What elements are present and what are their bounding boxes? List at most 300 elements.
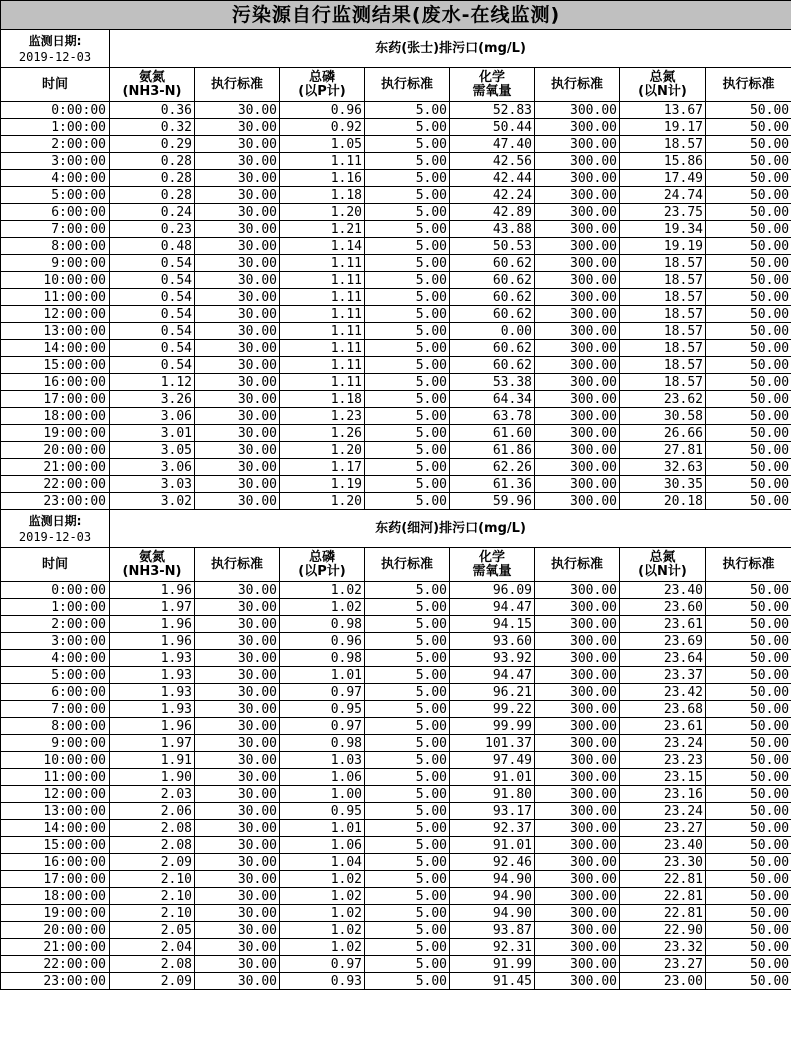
table-row — [1, 221, 792, 238]
value-cell: 50.00 — [706, 323, 792, 340]
table-row — [1, 306, 792, 323]
value-cell: 50.00 — [706, 939, 792, 956]
value-cell: 30.00 — [195, 922, 280, 939]
value-cell: 50.00 — [706, 153, 792, 170]
time-cell: 2:00:00 — [1, 616, 110, 633]
value-cell: 50.00 — [706, 633, 792, 650]
value-cell: 43.88 — [450, 221, 535, 238]
value-cell: 5.00 — [365, 718, 450, 735]
value-cell: 1.01 — [280, 820, 365, 837]
value-cell: 300.00 — [535, 476, 620, 493]
time-cell: 19:00:00 — [1, 905, 110, 922]
value-cell: 50.00 — [706, 922, 792, 939]
value-cell: 30.00 — [195, 650, 280, 667]
value-cell: 300.00 — [535, 820, 620, 837]
section-header-row — [1, 510, 792, 548]
value-cell: 50.00 — [706, 650, 792, 667]
value-cell: 1.90 — [110, 769, 195, 786]
value-cell: 300.00 — [535, 582, 620, 599]
column-header-line1: 执行标准 — [210, 556, 263, 572]
table-row — [1, 442, 792, 459]
column-header-line2: (NH3-N) — [122, 83, 182, 99]
value-cell: 50.00 — [706, 136, 792, 153]
value-cell: 5.00 — [365, 204, 450, 221]
value-cell: 5.00 — [365, 102, 450, 119]
value-cell: 24.74 — [620, 187, 706, 204]
value-cell: 300.00 — [535, 939, 620, 956]
value-cell: 50.00 — [706, 391, 792, 408]
value-cell: 5.00 — [365, 476, 450, 493]
value-cell: 5.00 — [365, 119, 450, 136]
value-cell: 18.57 — [620, 306, 706, 323]
time-cell: 14:00:00 — [1, 820, 110, 837]
value-cell: 60.62 — [450, 272, 535, 289]
value-cell: 50.00 — [706, 187, 792, 204]
column-header-line2: (以N计) — [638, 83, 687, 99]
value-cell: 300.00 — [535, 493, 620, 510]
value-cell: 1.03 — [280, 752, 365, 769]
value-cell: 0.96 — [280, 102, 365, 119]
value-cell: 94.90 — [450, 888, 535, 905]
value-cell: 5.00 — [365, 255, 450, 272]
table-row — [1, 272, 792, 289]
column-header — [535, 548, 620, 582]
value-cell: 50.53 — [450, 238, 535, 255]
value-cell: 50.00 — [706, 204, 792, 221]
value-cell: 30.00 — [195, 701, 280, 718]
column-header — [365, 548, 450, 582]
value-cell: 1.14 — [280, 238, 365, 255]
time-cell: 6:00:00 — [1, 684, 110, 701]
value-cell: 18.57 — [620, 374, 706, 391]
value-cell: 18.57 — [620, 255, 706, 272]
value-cell: 30.00 — [195, 187, 280, 204]
value-cell: 5.00 — [365, 735, 450, 752]
value-cell: 5.00 — [365, 408, 450, 425]
value-cell: 18.57 — [620, 289, 706, 306]
time-cell: 9:00:00 — [1, 735, 110, 752]
time-cell: 7:00:00 — [1, 701, 110, 718]
value-cell: 1.21 — [280, 221, 365, 238]
value-cell: 1.05 — [280, 136, 365, 153]
time-cell: 4:00:00 — [1, 650, 110, 667]
value-cell: 64.34 — [450, 391, 535, 408]
time-cell: 1:00:00 — [1, 119, 110, 136]
value-cell: 94.47 — [450, 599, 535, 616]
value-cell: 61.36 — [450, 476, 535, 493]
value-cell: 5.00 — [365, 888, 450, 905]
value-cell: 0.54 — [110, 255, 195, 272]
table-row — [1, 905, 792, 922]
value-cell: 30.00 — [195, 599, 280, 616]
value-cell: 300.00 — [535, 735, 620, 752]
value-cell: 91.01 — [450, 837, 535, 854]
table-row — [1, 238, 792, 255]
value-cell: 23.00 — [620, 973, 706, 990]
value-cell: 30.00 — [195, 582, 280, 599]
value-cell: 1.11 — [280, 153, 365, 170]
time-cell: 8:00:00 — [1, 238, 110, 255]
column-header-line1: 执行标准 — [550, 76, 603, 92]
value-cell: 5.00 — [365, 153, 450, 170]
table-row — [1, 701, 792, 718]
value-cell: 91.01 — [450, 769, 535, 786]
value-cell: 91.45 — [450, 973, 535, 990]
time-cell: 12:00:00 — [1, 306, 110, 323]
value-cell: 18.57 — [620, 272, 706, 289]
time-cell: 19:00:00 — [1, 425, 110, 442]
table-row — [1, 599, 792, 616]
value-cell: 300.00 — [535, 956, 620, 973]
value-cell: 62.26 — [450, 459, 535, 476]
value-cell: 2.08 — [110, 820, 195, 837]
value-cell: 5.00 — [365, 633, 450, 650]
value-cell: 5.00 — [365, 289, 450, 306]
column-header-line2: 需氧量 — [472, 563, 512, 579]
value-cell: 23.75 — [620, 204, 706, 221]
monitoring-date-cell — [1, 30, 110, 68]
value-cell: 1.97 — [110, 599, 195, 616]
value-cell: 50.00 — [706, 582, 792, 599]
table-row — [1, 476, 792, 493]
title-row — [1, 1, 792, 30]
value-cell: 18.57 — [620, 340, 706, 357]
value-cell: 30.00 — [195, 119, 280, 136]
value-cell: 1.02 — [280, 599, 365, 616]
table-row — [1, 289, 792, 306]
value-cell: 60.62 — [450, 340, 535, 357]
time-cell: 8:00:00 — [1, 718, 110, 735]
value-cell: 5.00 — [365, 323, 450, 340]
value-cell: 13.67 — [620, 102, 706, 119]
time-cell: 18:00:00 — [1, 408, 110, 425]
value-cell: 5.00 — [365, 616, 450, 633]
time-cell: 21:00:00 — [1, 459, 110, 476]
sheet-title: 污染源自行监测结果(废水-在线监测) — [1, 1, 792, 30]
value-cell: 5.00 — [365, 803, 450, 820]
value-cell: 1.19 — [280, 476, 365, 493]
value-cell: 5.00 — [365, 582, 450, 599]
value-cell: 1.16 — [280, 170, 365, 187]
time-cell: 3:00:00 — [1, 633, 110, 650]
value-cell: 0.54 — [110, 340, 195, 357]
value-cell: 30.00 — [195, 102, 280, 119]
value-cell: 3.03 — [110, 476, 195, 493]
value-cell: 23.69 — [620, 633, 706, 650]
value-cell: 300.00 — [535, 701, 620, 718]
time-cell: 9:00:00 — [1, 255, 110, 272]
value-cell: 30.00 — [195, 956, 280, 973]
time-cell: 4:00:00 — [1, 170, 110, 187]
time-cell: 0:00:00 — [1, 102, 110, 119]
value-cell: 1.02 — [280, 905, 365, 922]
table-row — [1, 170, 792, 187]
value-cell: 1.97 — [110, 735, 195, 752]
column-header-line1: 总磷 — [308, 69, 335, 85]
table-row — [1, 323, 792, 340]
time-cell: 20:00:00 — [1, 922, 110, 939]
value-cell: 30.00 — [195, 820, 280, 837]
value-cell: 23.27 — [620, 956, 706, 973]
value-cell: 1.91 — [110, 752, 195, 769]
value-cell: 1.04 — [280, 854, 365, 871]
value-cell: 61.60 — [450, 425, 535, 442]
time-cell: 11:00:00 — [1, 289, 110, 306]
value-cell: 94.15 — [450, 616, 535, 633]
value-cell: 50.00 — [706, 701, 792, 718]
value-cell: 96.09 — [450, 582, 535, 599]
table-row — [1, 340, 792, 357]
time-cell: 13:00:00 — [1, 323, 110, 340]
table-row — [1, 102, 792, 119]
table-row — [1, 871, 792, 888]
value-cell: 0.98 — [280, 616, 365, 633]
value-cell: 23.30 — [620, 854, 706, 871]
value-cell: 0.48 — [110, 238, 195, 255]
value-cell: 1.00 — [280, 786, 365, 803]
table-row — [1, 153, 792, 170]
value-cell: 93.87 — [450, 922, 535, 939]
value-cell: 42.56 — [450, 153, 535, 170]
value-cell: 30.00 — [195, 684, 280, 701]
value-cell: 30.00 — [195, 616, 280, 633]
value-cell: 30.00 — [195, 476, 280, 493]
value-cell: 5.00 — [365, 306, 450, 323]
value-cell: 5.00 — [365, 599, 450, 616]
value-cell: 92.46 — [450, 854, 535, 871]
value-cell: 30.00 — [195, 837, 280, 854]
value-cell: 50.00 — [706, 221, 792, 238]
value-cell: 1.11 — [280, 272, 365, 289]
time-cell: 11:00:00 — [1, 769, 110, 786]
time-cell: 20:00:00 — [1, 442, 110, 459]
value-cell: 22.81 — [620, 871, 706, 888]
table-row — [1, 204, 792, 221]
value-cell: 30.00 — [195, 803, 280, 820]
value-cell: 94.90 — [450, 871, 535, 888]
value-cell: 91.80 — [450, 786, 535, 803]
value-cell: 300.00 — [535, 408, 620, 425]
value-cell: 50.00 — [706, 769, 792, 786]
column-header — [450, 548, 535, 582]
value-cell: 63.78 — [450, 408, 535, 425]
column-header-line2: (以P计) — [298, 83, 346, 99]
value-cell: 50.00 — [706, 905, 792, 922]
time-cell: 1:00:00 — [1, 599, 110, 616]
value-cell: 2.09 — [110, 854, 195, 871]
value-cell: 50.00 — [706, 752, 792, 769]
value-cell: 50.00 — [706, 476, 792, 493]
value-cell: 60.62 — [450, 357, 535, 374]
value-cell: 23.23 — [620, 752, 706, 769]
value-cell: 30.00 — [195, 221, 280, 238]
value-cell: 300.00 — [535, 459, 620, 476]
value-cell: 50.00 — [706, 357, 792, 374]
value-cell: 2.10 — [110, 905, 195, 922]
column-header — [1, 548, 110, 582]
table-row — [1, 425, 792, 442]
column-header-line1: 执行标准 — [210, 76, 263, 92]
table-row — [1, 493, 792, 510]
value-cell: 30.00 — [195, 493, 280, 510]
value-cell: 22.81 — [620, 888, 706, 905]
value-cell: 27.81 — [620, 442, 706, 459]
value-cell: 61.86 — [450, 442, 535, 459]
value-cell: 300.00 — [535, 905, 620, 922]
value-cell: 0.28 — [110, 187, 195, 204]
column-header-line1: 化学 — [478, 549, 505, 565]
time-cell: 23:00:00 — [1, 493, 110, 510]
time-cell: 16:00:00 — [1, 374, 110, 391]
time-cell: 6:00:00 — [1, 204, 110, 221]
column-header-line1: 执行标准 — [722, 76, 775, 92]
value-cell: 300.00 — [535, 102, 620, 119]
value-cell: 99.22 — [450, 701, 535, 718]
value-cell: 1.12 — [110, 374, 195, 391]
value-cell: 300.00 — [535, 442, 620, 459]
value-cell: 50.00 — [706, 238, 792, 255]
column-header-line2: (NH3-N) — [122, 563, 182, 579]
value-cell: 1.11 — [280, 357, 365, 374]
value-cell: 300.00 — [535, 272, 620, 289]
value-cell: 1.20 — [280, 442, 365, 459]
value-cell: 1.26 — [280, 425, 365, 442]
table-row — [1, 374, 792, 391]
value-cell: 91.99 — [450, 956, 535, 973]
time-cell: 22:00:00 — [1, 956, 110, 973]
value-cell: 1.01 — [280, 667, 365, 684]
value-cell: 0.98 — [280, 650, 365, 667]
value-cell: 300.00 — [535, 769, 620, 786]
value-cell: 50.00 — [706, 408, 792, 425]
value-cell: 30.00 — [195, 871, 280, 888]
value-cell: 0.97 — [280, 956, 365, 973]
value-cell: 42.44 — [450, 170, 535, 187]
value-cell: 5.00 — [365, 939, 450, 956]
time-cell: 21:00:00 — [1, 939, 110, 956]
time-cell: 12:00:00 — [1, 786, 110, 803]
value-cell: 50.00 — [706, 786, 792, 803]
value-cell: 5.00 — [365, 786, 450, 803]
table-row — [1, 939, 792, 956]
value-cell: 50.00 — [706, 374, 792, 391]
value-cell: 5.00 — [365, 667, 450, 684]
value-cell: 2.05 — [110, 922, 195, 939]
value-cell: 17.49 — [620, 170, 706, 187]
value-cell: 3.02 — [110, 493, 195, 510]
value-cell: 2.03 — [110, 786, 195, 803]
value-cell: 30.00 — [195, 289, 280, 306]
value-cell: 1.17 — [280, 459, 365, 476]
value-cell: 5.00 — [365, 340, 450, 357]
time-cell: 14:00:00 — [1, 340, 110, 357]
value-cell: 30.00 — [195, 718, 280, 735]
value-cell: 0.54 — [110, 323, 195, 340]
value-cell: 5.00 — [365, 854, 450, 871]
value-cell: 1.02 — [280, 939, 365, 956]
value-cell: 30.00 — [195, 459, 280, 476]
value-cell: 2.08 — [110, 956, 195, 973]
value-cell: 19.17 — [620, 119, 706, 136]
value-cell: 0.54 — [110, 357, 195, 374]
value-cell: 30.00 — [195, 153, 280, 170]
value-cell: 5.00 — [365, 837, 450, 854]
value-cell: 19.34 — [620, 221, 706, 238]
value-cell: 0.96 — [280, 633, 365, 650]
value-cell: 1.11 — [280, 374, 365, 391]
value-cell: 1.11 — [280, 306, 365, 323]
time-cell: 15:00:00 — [1, 357, 110, 374]
value-cell: 1.18 — [280, 391, 365, 408]
time-cell: 13:00:00 — [1, 803, 110, 820]
value-cell: 0.93 — [280, 973, 365, 990]
value-cell: 30.00 — [195, 888, 280, 905]
value-cell: 3.01 — [110, 425, 195, 442]
value-cell: 300.00 — [535, 684, 620, 701]
table-row — [1, 956, 792, 973]
value-cell: 30.00 — [195, 306, 280, 323]
value-cell: 1.96 — [110, 582, 195, 599]
value-cell: 32.63 — [620, 459, 706, 476]
value-cell: 5.00 — [365, 221, 450, 238]
column-header — [195, 548, 280, 582]
time-cell: 5:00:00 — [1, 187, 110, 204]
value-cell: 0.28 — [110, 153, 195, 170]
column-header-line2: (以P计) — [298, 563, 346, 579]
table-row — [1, 718, 792, 735]
value-cell: 300.00 — [535, 187, 620, 204]
value-cell: 52.83 — [450, 102, 535, 119]
value-cell: 300.00 — [535, 667, 620, 684]
value-cell: 50.00 — [706, 667, 792, 684]
value-cell: 5.00 — [365, 425, 450, 442]
value-cell: 300.00 — [535, 922, 620, 939]
value-cell: 23.15 — [620, 769, 706, 786]
monitoring-date-value: 2019-12-03 — [18, 49, 92, 64]
value-cell: 30.00 — [195, 442, 280, 459]
value-cell: 300.00 — [535, 871, 620, 888]
value-cell: 23.16 — [620, 786, 706, 803]
value-cell: 300.00 — [535, 391, 620, 408]
value-cell: 5.00 — [365, 442, 450, 459]
value-cell: 1.02 — [280, 871, 365, 888]
value-cell: 3.06 — [110, 459, 195, 476]
value-cell: 94.90 — [450, 905, 535, 922]
value-cell: 2.09 — [110, 973, 195, 990]
value-cell: 0.97 — [280, 718, 365, 735]
time-cell: 0:00:00 — [1, 582, 110, 599]
value-cell: 5.00 — [365, 187, 450, 204]
value-cell: 30.00 — [195, 391, 280, 408]
value-cell: 50.00 — [706, 820, 792, 837]
value-cell: 23.61 — [620, 616, 706, 633]
value-cell: 1.20 — [280, 493, 365, 510]
value-cell: 30.00 — [195, 425, 280, 442]
value-cell: 23.27 — [620, 820, 706, 837]
value-cell: 5.00 — [365, 684, 450, 701]
value-cell: 50.00 — [706, 956, 792, 973]
value-cell: 1.20 — [280, 204, 365, 221]
value-cell: 30.00 — [195, 786, 280, 803]
table-row — [1, 735, 792, 752]
time-cell: 17:00:00 — [1, 391, 110, 408]
value-cell: 23.32 — [620, 939, 706, 956]
outlet-name: 东药(细河)排污口(mg/L) — [110, 510, 792, 548]
table-row — [1, 616, 792, 633]
column-header-line1: 总氮 — [649, 69, 676, 85]
value-cell: 23.24 — [620, 803, 706, 820]
table-row — [1, 769, 792, 786]
